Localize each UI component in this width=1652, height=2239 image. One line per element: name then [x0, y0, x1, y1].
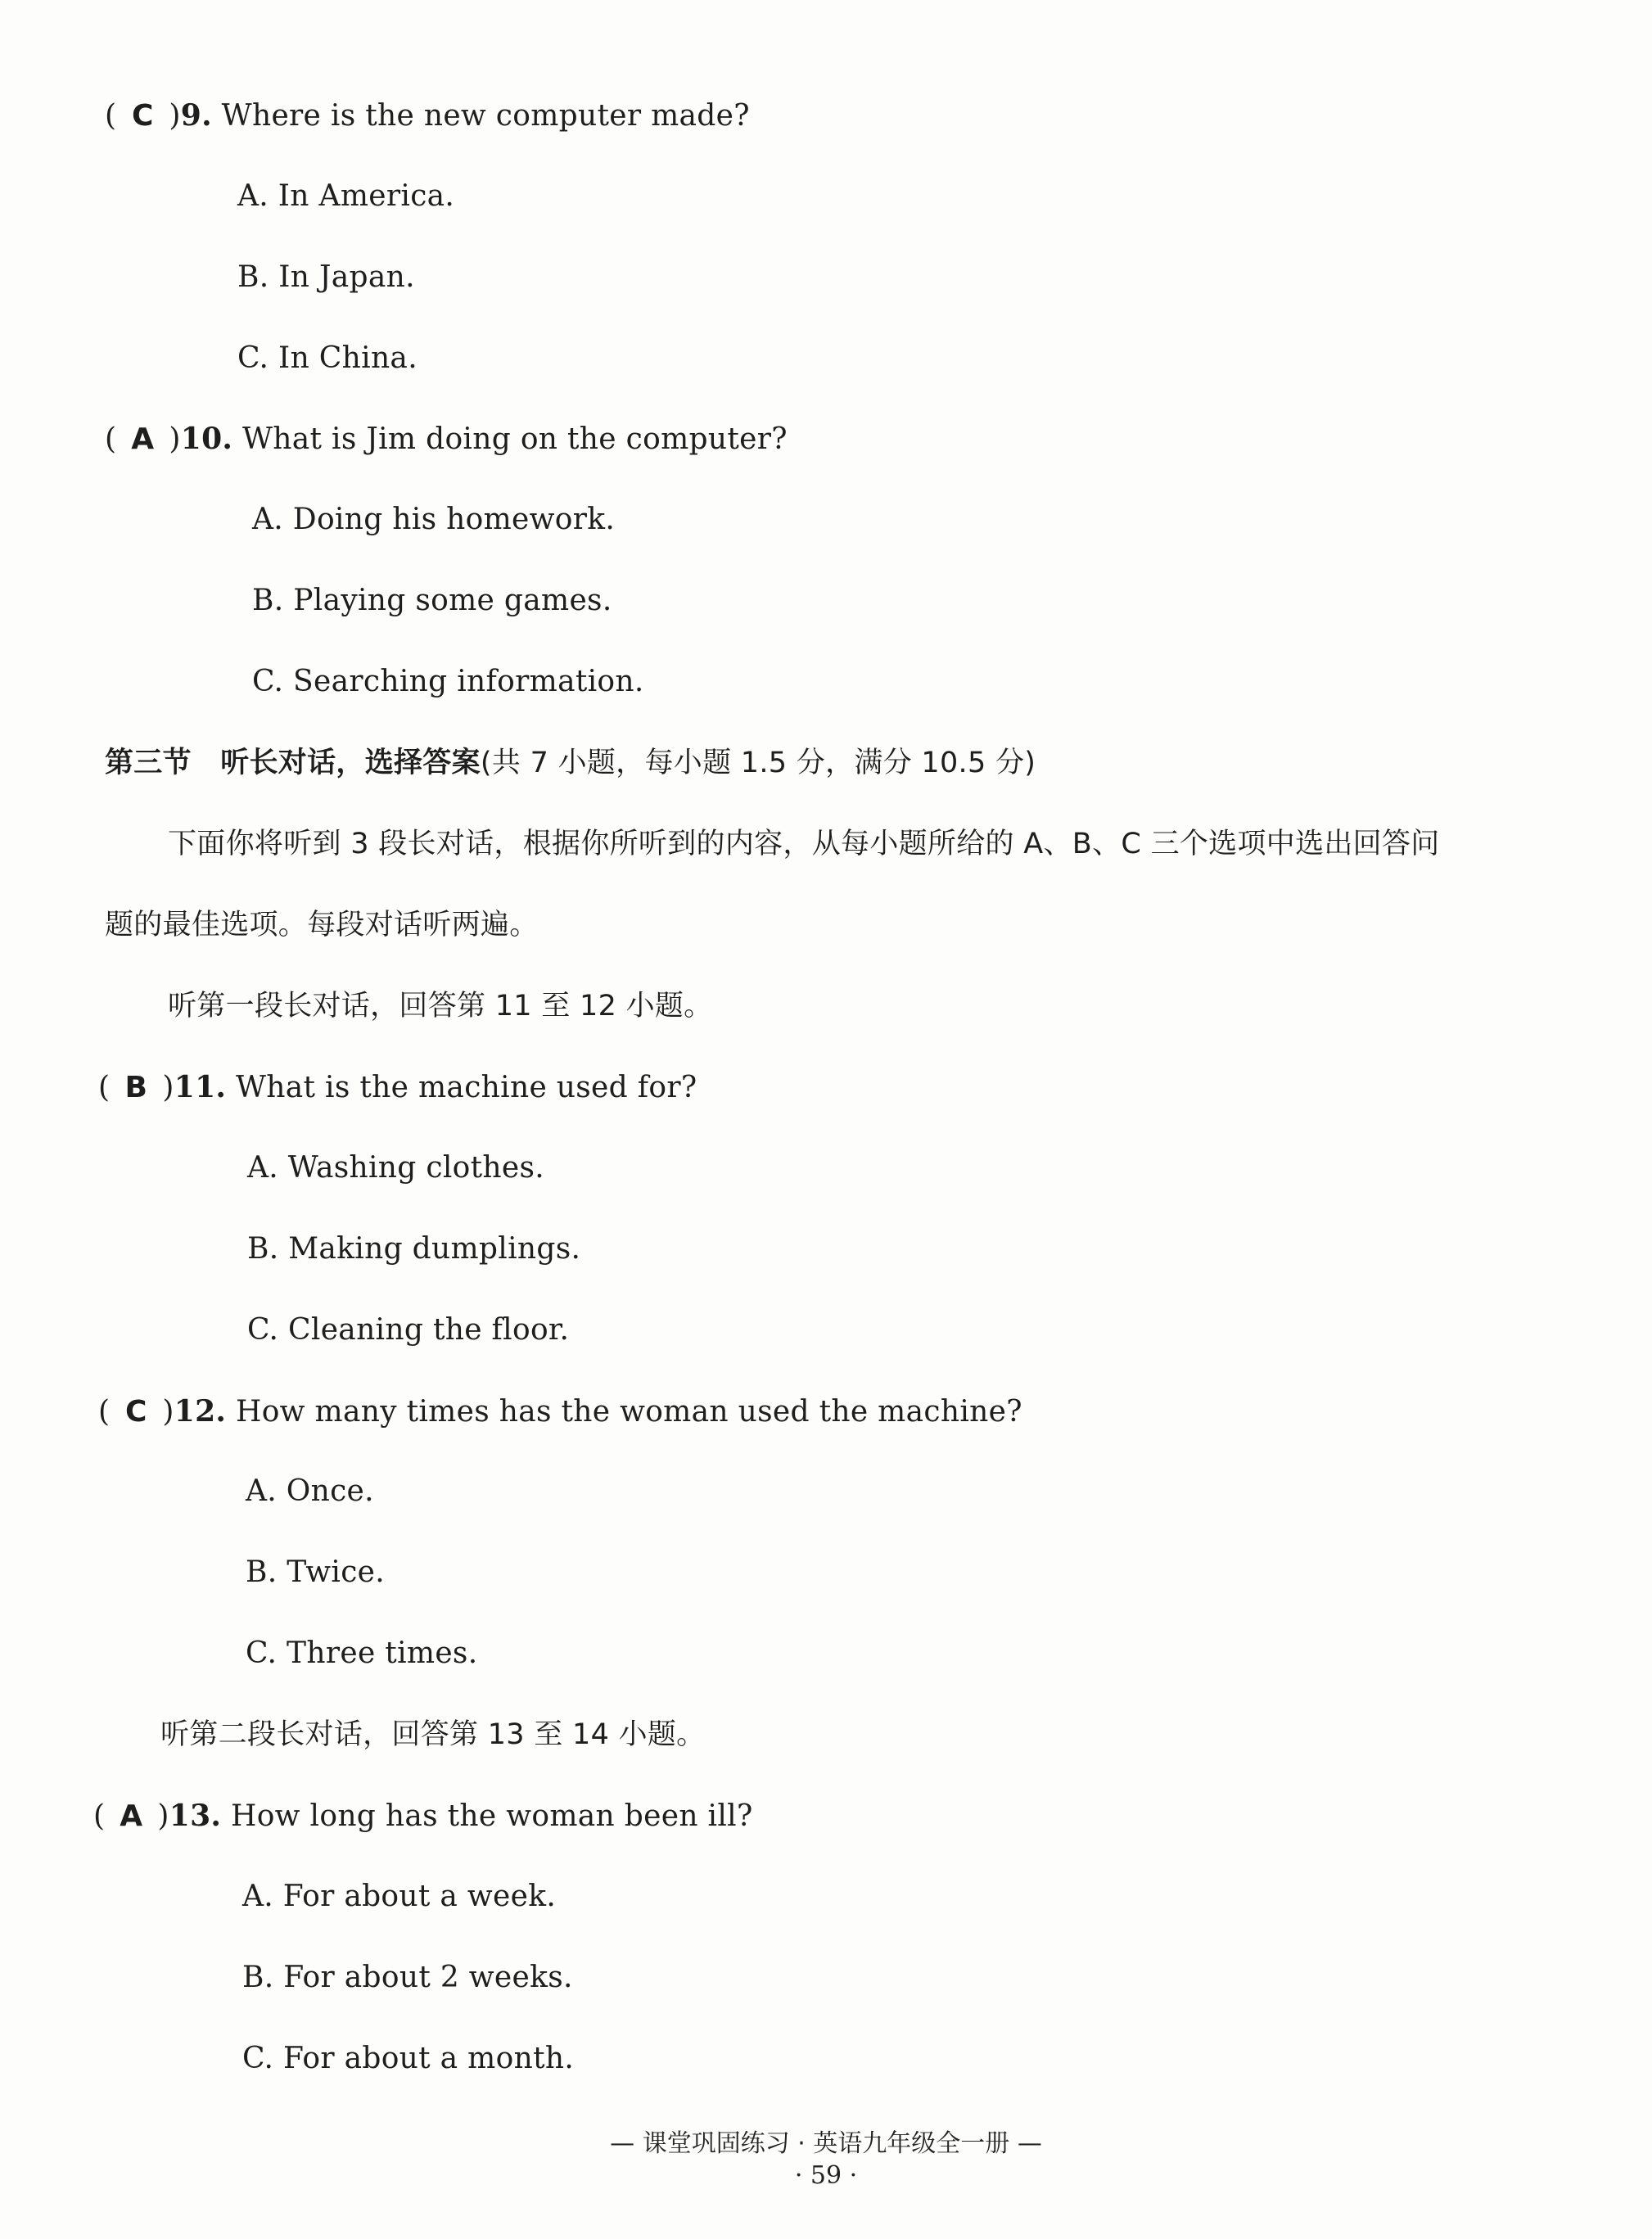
option-12a: A. Once. [246, 1474, 374, 1508]
option-9a: A. In America. [237, 179, 455, 213]
answer-12: C [124, 1395, 147, 1429]
answer-13: A [120, 1799, 143, 1833]
dialogue-2-prompt: 听第二段长对话，回答第 13 至 14 小题。 [160, 1718, 706, 1751]
question-number-10: 10. [180, 422, 233, 456]
section-3-heading [105, 745, 1036, 781]
option-13a: A. For about a week. [242, 1880, 557, 1913]
question-10: ( A )10. What is Jim doing on the computer? [105, 422, 788, 456]
option-10a: A. Doing his homework. [252, 503, 616, 536]
answer-11: B [124, 1071, 148, 1104]
option-12b: B. Twice. [246, 1555, 386, 1589]
question-13: ( A )13. How long has the woman been ill? [93, 1799, 753, 1833]
option-13c: C. For about a month. [242, 2042, 575, 2075]
option-10b: B. Playing some games. [252, 584, 612, 617]
question-number-9: 9. [180, 98, 212, 133]
page-number: · 59 · [794, 2161, 858, 2190]
question-text-11: What is the machine used for? [236, 1071, 697, 1104]
option-13b: B. For about 2 weeks. [242, 1961, 573, 1994]
option-12c: C. Three times. [246, 1636, 478, 1670]
question-number-11: 11. [174, 1070, 227, 1104]
option-11c: C. Cleaning the floor. [247, 1313, 570, 1347]
question-text-12: How many times has the woman used the machine? [236, 1395, 1022, 1429]
section-3-instruction-line-2: 题的最佳选项。每段对话听两遍。 [105, 909, 539, 941]
question-12: ( C )12. How many times has the woman used the machine? [98, 1394, 1022, 1429]
section-3-instruction-line-1: 下面你将听到 3 段长对话，根据你所听到的内容，从每小题所给的 A、B、C 三个选项中选出回答问 [168, 828, 1440, 860]
question-9: ( C )9. Where is the new computer made? [105, 98, 750, 133]
answer-10: A [131, 422, 155, 456]
question-text-10: What is Jim doing on the computer? [242, 422, 788, 456]
section-3-scoring: (共 7 小题，每小题 1.5 分，满分 10.5 分) [480, 747, 1036, 779]
section-3-title: 第三节 听长对话，选择答案 [105, 747, 481, 779]
option-11b: B. Making dumplings. [247, 1232, 581, 1266]
option-9c: C. In China. [237, 341, 418, 375]
question-text-9: Where is the new computer made? [221, 99, 750, 133]
footer-title: — 课堂巩固练习 · 英语九年级全一册 — [610, 2129, 1042, 2158]
option-9b: B. In Japan. [237, 260, 415, 294]
option-10c: C. Searching information. [252, 665, 644, 698]
answer-9: C [131, 99, 154, 133]
option-11a: A. Washing clothes. [247, 1151, 544, 1185]
question-text-13: How long has the woman been ill? [231, 1799, 753, 1833]
question-11: ( B )11. What is the machine used for? [98, 1070, 697, 1104]
dialogue-1-prompt: 听第一段长对话，回答第 11 至 12 小题。 [168, 990, 713, 1022]
question-number-13: 13. [169, 1799, 222, 1833]
question-number-12: 12. [174, 1394, 227, 1429]
